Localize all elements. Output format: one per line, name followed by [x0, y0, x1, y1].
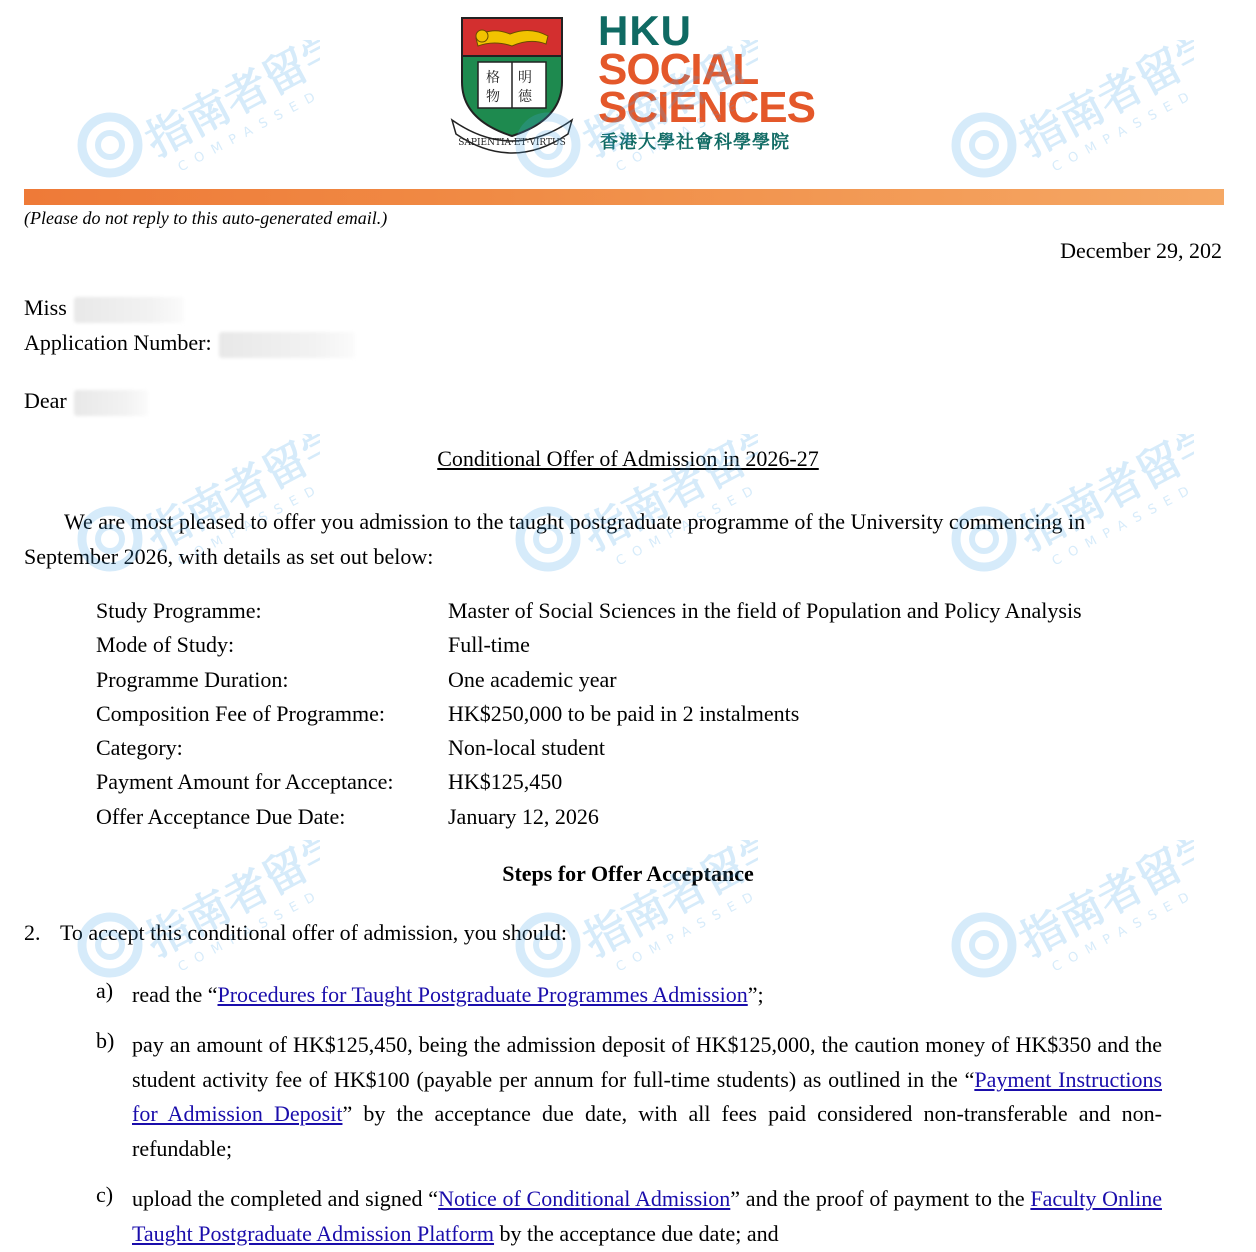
notice-conditional-admission-link[interactable]: Notice of Conditional Admission: [438, 1186, 731, 1211]
procedures-link[interactable]: Procedures for Taught Postgraduate Programmes Admission: [217, 982, 748, 1007]
salutation-title: Miss: [24, 295, 67, 320]
hku-crest-logo: [450, 12, 574, 154]
detail-label: Composition Fee of Programme:: [96, 700, 386, 726]
detail-value: Non-local student: [448, 735, 606, 761]
redacted-dear-name: [74, 390, 148, 416]
dear-line: [24, 387, 148, 416]
online-admission-platform-link[interactable]: Faculty Online Taught Postgraduate Admission Platform: [132, 1186, 1162, 1246]
sub-step-letter: b): [96, 1028, 115, 1053]
sub-step-letter: a): [96, 978, 114, 1003]
no-reply-notice: (Please do not reply to this auto-generated email.): [24, 208, 388, 228]
redacted-name: [74, 297, 184, 323]
step-number: 2.: [24, 920, 41, 945]
sub-step-text: [132, 1182, 1162, 1251]
watermark-logo: [924, 40, 1194, 190]
steps-heading: Steps for Offer Acceptance: [502, 861, 754, 886]
detail-value: Full-time: [448, 632, 530, 658]
sub-b-pre: pay an amount of HK$125,450, being the admission deposit of HK$125,000, the caution money of HK$350 and the student activity fee of HK$100 (payable per annum for full-time students) as outlined in the “: [132, 1032, 1162, 1092]
intro-text: We are most pleased to offer you admission to the taught postgraduate programme of the University commencing in September 2026, with details as set out below:: [24, 509, 1086, 569]
header-divider-bar: [24, 189, 1224, 205]
detail-value: HK$250,000 to be paid in 2 instalments: [448, 700, 800, 726]
crest-char-4: 德: [518, 89, 532, 105]
sub-step-text: [132, 1028, 1162, 1166]
detail-label: Programme Duration:: [96, 666, 289, 692]
crest-motto: SAPIENTIA·ET·VIRTUS: [458, 138, 566, 148]
sub-c-mid: ” and the proof of payment to the: [730, 1186, 1031, 1211]
offer-title: [0, 446, 1256, 472]
detail-value: HK$125,450: [448, 769, 563, 795]
application-number-line: [24, 329, 355, 358]
watermark-logo: [50, 40, 320, 190]
intro-paragraph: [24, 504, 1184, 574]
crest-char-1: 格: [486, 70, 500, 86]
sub-step-letter: c): [96, 1182, 114, 1207]
logo-social-text: SOCIAL: [598, 45, 759, 94]
dear-text: Dear: [24, 388, 67, 413]
step-text: To accept this conditional offer of admission, you should:: [60, 920, 568, 945]
sub-step-text: [132, 978, 1162, 1013]
sub-c-pre: upload the completed and signed “: [132, 1186, 439, 1211]
logo-hku-text: HKU: [598, 7, 692, 54]
payment-instructions-link[interactable]: Payment Instructions for Admission Deposit: [132, 1066, 1163, 1126]
logo-chinese-text: 香港大學社會科學學院: [600, 132, 790, 153]
sub-a-pre: read the “: [132, 982, 218, 1007]
detail-value: January 12, 2026: [448, 803, 599, 829]
sub-b-post: ” by the acceptance due date, with all fees paid considered non-transferable and non-refundable;: [132, 1101, 1162, 1161]
detail-label: Mode of Study:: [96, 632, 235, 658]
offer-title-text: Conditional Offer of Admission in 2026-27: [437, 446, 819, 471]
detail-label: Offer Acceptance Due Date:: [96, 803, 346, 829]
detail-value: Master of Social Sciences in the field of Population and Policy Analysis: [448, 598, 1082, 623]
sub-c-post: by the acceptance due date; and: [494, 1220, 779, 1246]
redacted-application-number: [219, 332, 355, 358]
detail-value: One academic year: [448, 666, 617, 692]
sub-a-post: ”;: [747, 982, 764, 1007]
logo-sciences-text: SCIENCES: [598, 83, 815, 132]
detail-label: Payment Amount for Acceptance:: [96, 769, 394, 795]
detail-label: Study Programme:: [96, 598, 262, 623]
step-item-2: [24, 920, 567, 946]
letter-date: December 29, 202: [1060, 238, 1222, 263]
crest-char-3: 物: [486, 89, 500, 105]
crest-char-2: 明: [518, 70, 532, 86]
application-number-label: Application Number:: [24, 330, 212, 355]
detail-label: Category:: [96, 735, 183, 761]
salutation-line: [24, 294, 184, 323]
